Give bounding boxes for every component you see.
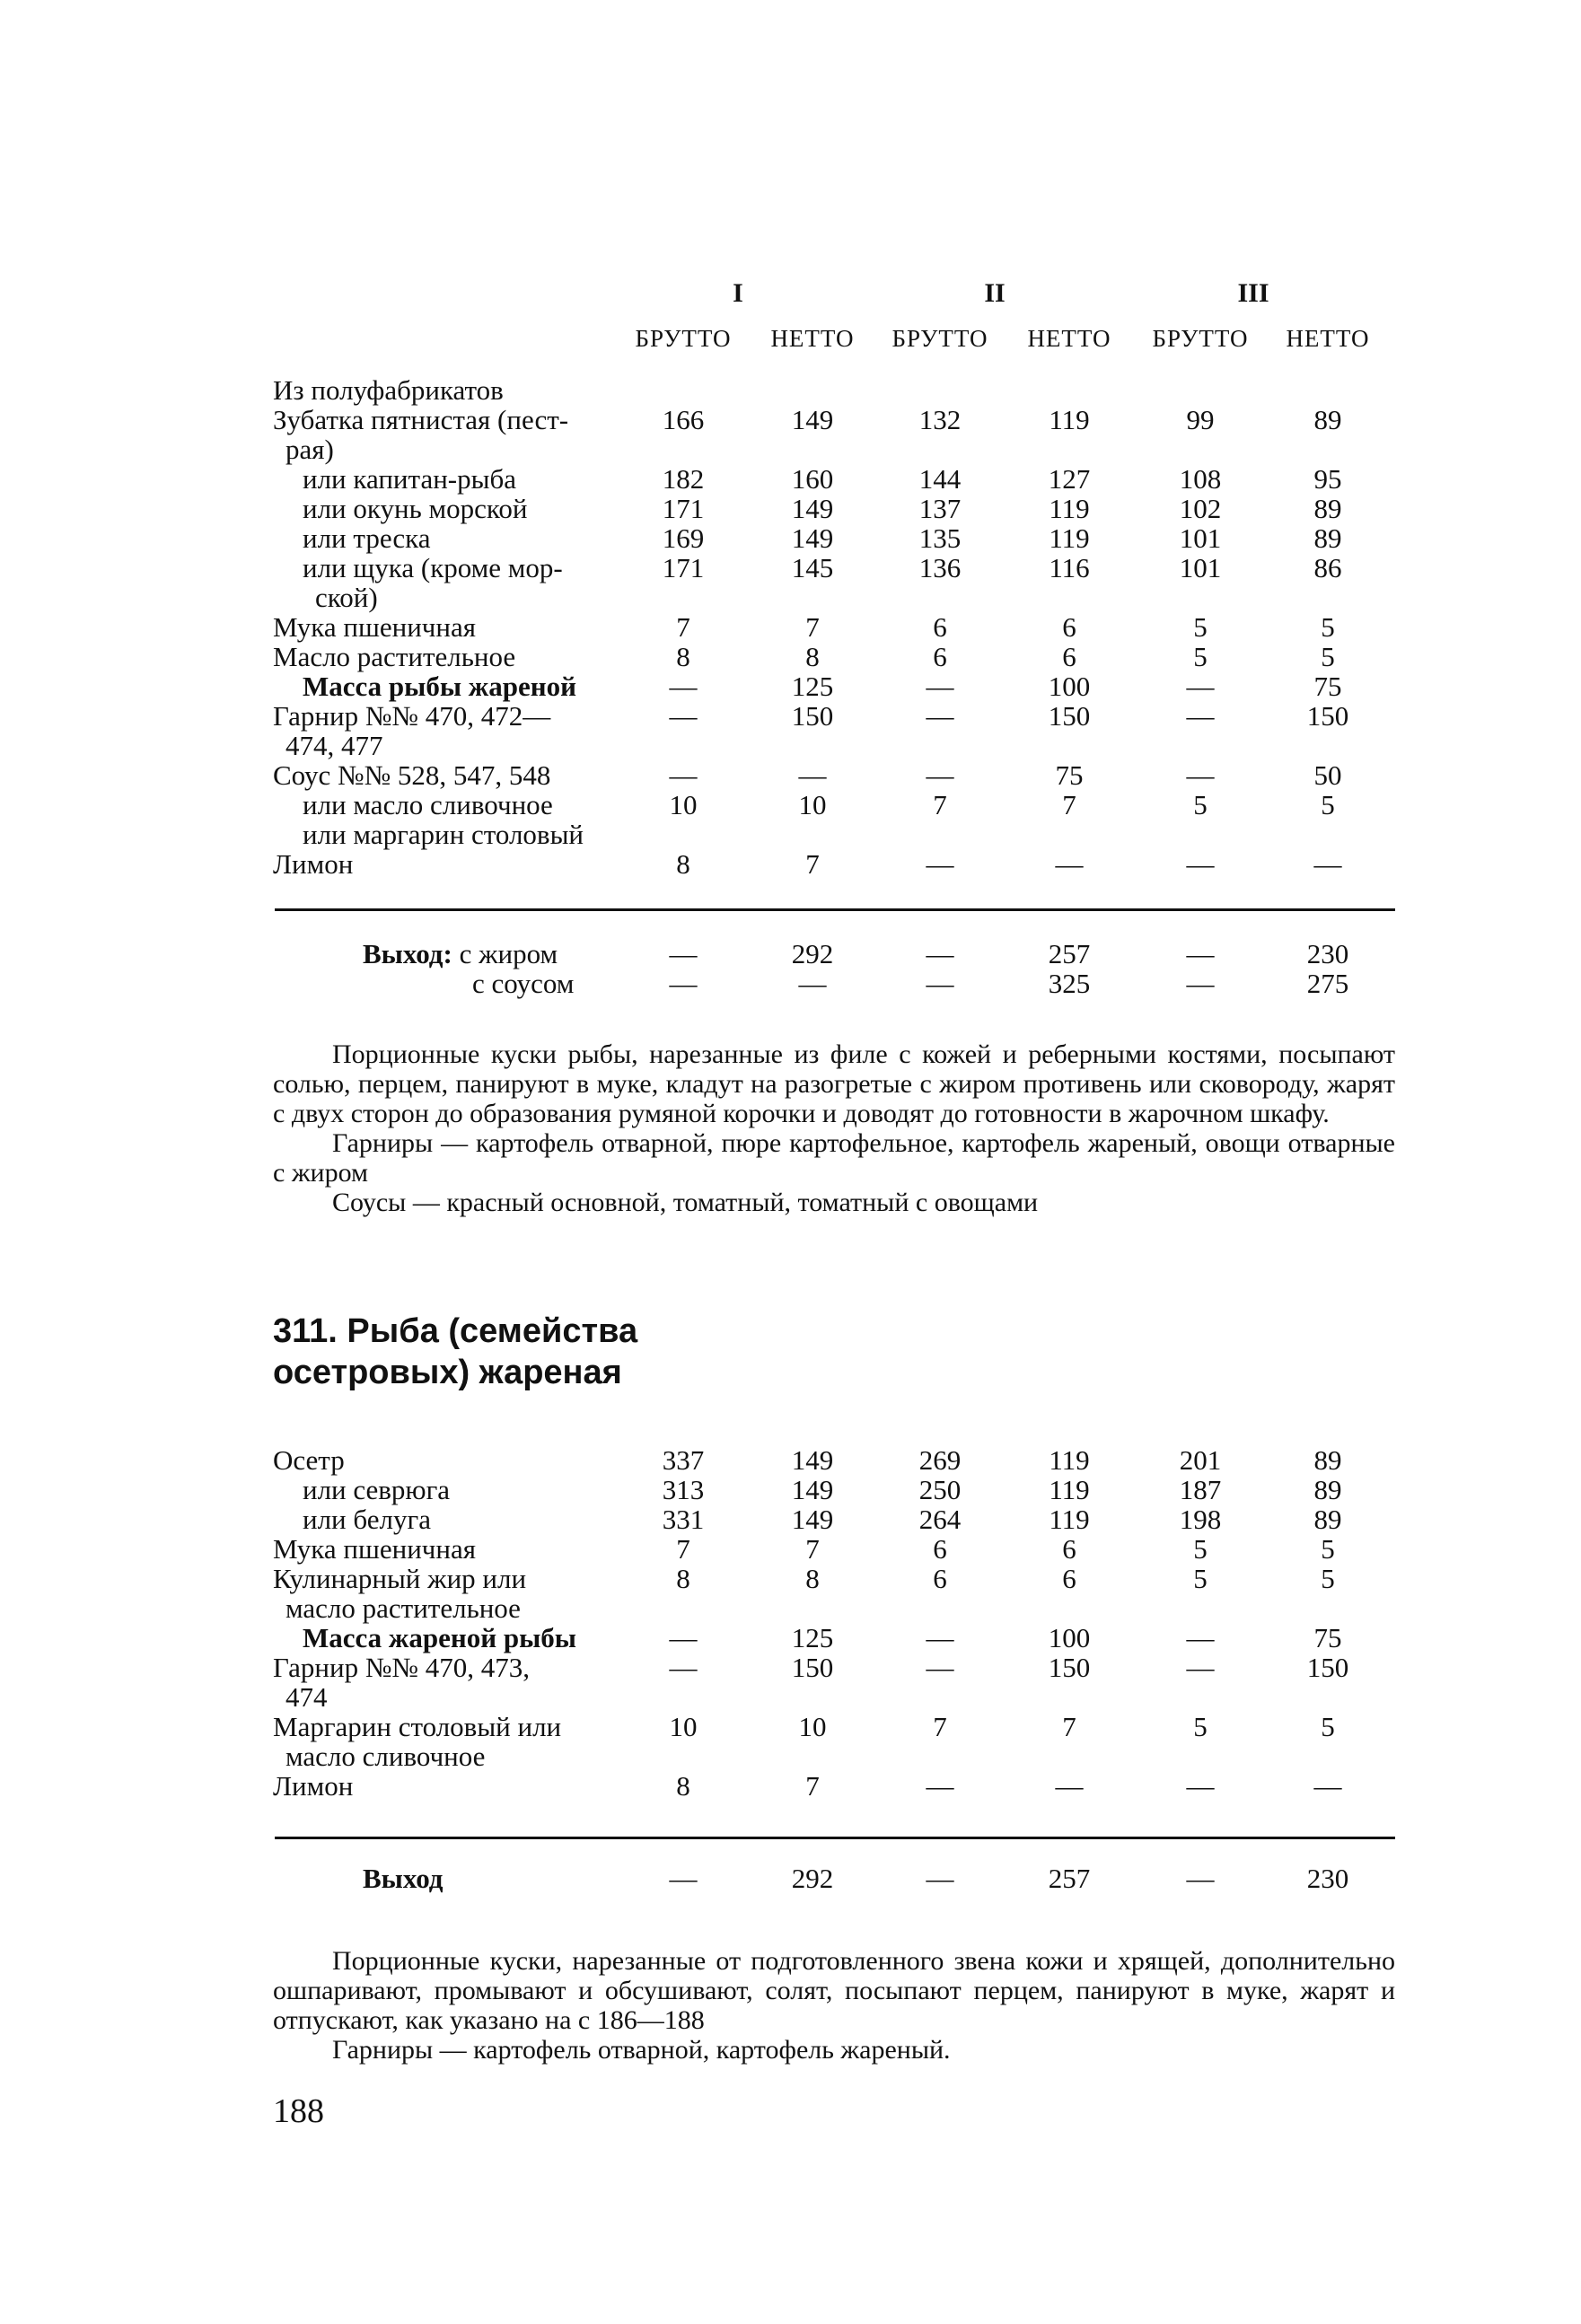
table-cell: — — [669, 938, 698, 969]
ingredient-label — [273, 494, 632, 523]
ingredient-label-line: или масло сливочное — [303, 789, 553, 820]
table-cell: 101 — [1179, 522, 1222, 554]
table-cell: 6 — [933, 1533, 947, 1565]
table-cell: — — [1186, 1770, 1215, 1802]
table-cell: — — [1186, 848, 1215, 880]
table-cell: 127 — [1048, 463, 1091, 495]
ingredient-label — [273, 849, 632, 879]
table-cell: 101 — [1179, 552, 1222, 583]
ingredient-label-line: или капитан-рыба — [303, 463, 516, 495]
ingredient-label-line: или щука (кроме мор- — [303, 552, 563, 583]
column-subheader: НЕТТО — [770, 325, 855, 352]
table-cell: 75 — [1313, 671, 1342, 702]
table-cell: 5 — [1321, 1533, 1335, 1565]
table-cell: — — [1186, 700, 1215, 732]
ingredient-label — [273, 612, 632, 642]
ingredient-label-line: Гарнир №№ 470, 473, — [273, 1652, 530, 1683]
table-cell: 198 — [1179, 1504, 1222, 1535]
ingredients-table-2 — [0, 1445, 1581, 1801]
table-cell: 137 — [918, 493, 962, 524]
ingredient-label — [273, 1771, 632, 1801]
table-cell: 182 — [662, 463, 705, 495]
table-cell: — — [1186, 759, 1215, 791]
ingredient-label-line: Лимон — [273, 1770, 354, 1802]
table-cell: — — [926, 968, 954, 999]
table-cell: 160 — [791, 463, 834, 495]
table-cell: — — [926, 759, 954, 791]
ingredient-label — [273, 1445, 632, 1475]
table-cell: — — [926, 1863, 954, 1894]
table-cell: 7 — [805, 1533, 820, 1565]
table-cell: 5 — [1193, 1533, 1208, 1565]
table-cell: 144 — [918, 463, 962, 495]
table-cell: — — [1055, 1770, 1084, 1802]
instructions-2 — [273, 1946, 1395, 2065]
column-subheader: НЕТТО — [1027, 325, 1111, 352]
column-group-1: I — [733, 278, 743, 308]
table-cell: 149 — [791, 404, 834, 435]
table-cell: — — [669, 700, 698, 732]
paragraph: Порционные куски рыбы, нарезанные из филе с кожей и реберными костями, посыпают солью, перцем, панируют в муке, кладут на разогретые с жиром противень или сковороду, жарят с двух сторон до образования румяной корочки и доводят до готовности в жарочном шкафу. — [273, 1039, 1395, 1128]
table-cell: 150 — [1048, 700, 1091, 732]
table-row — [0, 642, 1581, 671]
table-cell: 10 — [798, 1711, 827, 1742]
ingredient-label-line: Зубатка пятнистая (пест- — [273, 404, 569, 435]
table-row — [0, 760, 1581, 790]
table-cell: 5 — [1321, 1563, 1335, 1594]
ingredient-label-line: Осетр — [273, 1444, 345, 1476]
table-cell: 257 — [1048, 1863, 1091, 1894]
table-cell: — — [669, 968, 698, 999]
ingredient-label-line: Масса рыбы жареной — [303, 671, 577, 702]
table-cell: 7 — [1062, 1711, 1076, 1742]
table-cell: — — [1186, 968, 1215, 999]
ingredient-label — [273, 553, 632, 612]
table-cell: — — [669, 1622, 698, 1653]
ingredients-table-1 — [0, 375, 1581, 879]
paragraph: Гарниры — картофель отварной, картофель жареный. — [332, 2035, 951, 2065]
table-cell: 337 — [662, 1444, 705, 1476]
ingredient-label — [273, 642, 632, 671]
yield-row — [0, 939, 1581, 969]
table-cell: — — [1313, 848, 1342, 880]
table-cell: 8 — [805, 641, 820, 672]
table-cell: 6 — [933, 641, 947, 672]
table-cell: 75 — [1055, 759, 1084, 791]
ingredient-label-line: 474 — [285, 1681, 328, 1713]
table-cell: 6 — [1062, 611, 1076, 643]
table-cell: 313 — [662, 1474, 705, 1505]
column-group-3: III — [1237, 278, 1269, 308]
ingredient-label-line: ской) — [315, 582, 378, 613]
table-row — [0, 1712, 1581, 1771]
table-cell: 150 — [791, 700, 834, 732]
page-number: 188 — [273, 2092, 324, 2130]
table-row — [0, 1475, 1581, 1504]
table-cell: — — [926, 671, 954, 702]
table-cell: 8 — [676, 641, 690, 672]
ingredient-label-line: Масло растительное — [273, 641, 516, 672]
table-cell: 5 — [1321, 641, 1335, 672]
table-cell: 119 — [1049, 404, 1090, 435]
table-cell: — — [669, 1863, 698, 1894]
ingredient-label-line: Мука пшеничная — [273, 611, 476, 643]
ingredient-label-line: или маргарин столовый — [303, 819, 584, 850]
yield-row-label: с соусом — [472, 968, 575, 999]
table-cell: 125 — [791, 1622, 834, 1653]
table-cell: — — [926, 1652, 954, 1683]
table-cell: 275 — [1306, 968, 1349, 999]
table-cell: 7 — [676, 1533, 690, 1565]
ingredient-label-line: 474, 477 — [285, 730, 383, 761]
yield-row-label: с жиром — [459, 938, 558, 969]
table-cell: 7 — [676, 611, 690, 643]
table-row — [0, 1445, 1581, 1475]
table-cell: 89 — [1313, 522, 1342, 554]
ingredient-label-line: Масса жареной рыбы — [303, 1622, 577, 1653]
table-cell: — — [1313, 1770, 1342, 1802]
table-row — [0, 464, 1581, 494]
ingredient-label — [273, 1712, 632, 1771]
table-cell: 7 — [805, 1770, 820, 1802]
ingredient-label-line: Гарнир №№ 470, 472— — [273, 700, 551, 732]
ingredient-label-line: или треска — [303, 522, 431, 554]
table-2-rule — [275, 1837, 1395, 1839]
table-cell: 5 — [1193, 611, 1208, 643]
table-cell: 150 — [791, 1652, 834, 1683]
table-cell: 5 — [1321, 789, 1335, 820]
table-cell: — — [1186, 1863, 1215, 1894]
paragraph: Гарниры — картофель отварной, пюре картофельное, картофель жареный, овощи отварные с жиром — [273, 1128, 1395, 1188]
table-cell: — — [669, 671, 698, 702]
table-cell: 6 — [1062, 641, 1076, 672]
table-cell: 201 — [1179, 1444, 1222, 1476]
table-cell: 95 — [1313, 463, 1342, 495]
ingredient-label-line: или севрюга — [303, 1474, 451, 1505]
table-cell: 149 — [791, 493, 834, 524]
table-cell: 187 — [1179, 1474, 1222, 1505]
yield-block-1 — [0, 939, 1581, 998]
table-cell: 10 — [798, 789, 827, 820]
table-cell: 75 — [1313, 1622, 1342, 1653]
table-cell: 292 — [791, 1863, 834, 1894]
recipe-title: 311. Рыба (семейства осетровых) жареная — [273, 1312, 638, 1391]
table-row — [0, 671, 1581, 701]
table-cell: 136 — [918, 552, 962, 583]
table-cell: — — [926, 848, 954, 880]
table-cell: 119 — [1049, 1474, 1090, 1505]
yield-row — [0, 1864, 1581, 1893]
table-row — [0, 1771, 1581, 1801]
yield-label: Выход: — [363, 938, 452, 969]
table-cell: 119 — [1049, 522, 1090, 554]
ingredient-label — [273, 1534, 632, 1564]
ingredient-label — [273, 820, 632, 849]
table-cell: 89 — [1313, 1504, 1342, 1535]
table-cell: 89 — [1313, 1444, 1342, 1476]
table-cell: 149 — [791, 1474, 834, 1505]
table-cell: 119 — [1049, 1504, 1090, 1535]
table-cell: 145 — [791, 552, 834, 583]
ingredient-label-line: Соус №№ 528, 547, 548 — [273, 759, 551, 791]
table-row — [0, 820, 1581, 849]
table-row — [0, 849, 1581, 879]
table-row — [0, 701, 1581, 760]
yield-block-2 — [0, 1864, 1581, 1893]
table-cell: 166 — [662, 404, 705, 435]
table-cell: — — [1055, 848, 1084, 880]
ingredient-label-line: масло растительное — [285, 1592, 521, 1624]
table-cell: 171 — [662, 552, 705, 583]
table-cell: 6 — [933, 611, 947, 643]
section-label: Из полуфабрикатов — [273, 374, 504, 406]
table-cell: 150 — [1306, 1652, 1349, 1683]
table-cell: — — [669, 759, 698, 791]
table-cell: 102 — [1179, 493, 1222, 524]
table-row — [0, 1504, 1581, 1534]
table-cell: 149 — [791, 1504, 834, 1535]
table-cell: 5 — [1193, 1711, 1208, 1742]
ingredient-label-line: или белуга — [303, 1504, 431, 1535]
table-cell: 6 — [1062, 1563, 1076, 1594]
table-cell: 6 — [933, 1563, 947, 1594]
ingredient-label — [273, 760, 632, 790]
ingredient-label-line: Кулинарный жир или — [273, 1563, 527, 1594]
table-row — [0, 1564, 1581, 1623]
table-cell: 257 — [1048, 938, 1091, 969]
table-cell: 125 — [791, 671, 834, 702]
ingredient-label-line: масло сливочное — [285, 1741, 486, 1772]
table-cell: 331 — [662, 1504, 705, 1535]
table-cell: 250 — [918, 1474, 962, 1505]
table-cell: 5 — [1321, 1711, 1335, 1742]
table-cell: — — [1186, 938, 1215, 969]
table-row — [0, 790, 1581, 820]
column-header — [0, 269, 1581, 368]
table-cell: 7 — [805, 611, 820, 643]
table-cell: 292 — [791, 938, 834, 969]
table-cell: — — [1186, 1622, 1215, 1653]
table-row — [0, 1534, 1581, 1564]
ingredient-label — [273, 523, 632, 553]
table-cell: 269 — [918, 1444, 962, 1476]
table-cell: 5 — [1193, 1563, 1208, 1594]
section-label-row — [0, 375, 1581, 405]
table-cell: 89 — [1313, 493, 1342, 524]
table-cell: 119 — [1049, 1444, 1090, 1476]
table-cell: — — [926, 938, 954, 969]
table-cell: 149 — [791, 1444, 834, 1476]
table-cell: — — [798, 968, 827, 999]
yield-label: Выход — [363, 1863, 444, 1894]
table-cell: 89 — [1313, 1474, 1342, 1505]
table-cell: 7 — [805, 848, 820, 880]
ingredient-label-line: Маргарин столовый или — [273, 1711, 562, 1742]
table-row — [0, 523, 1581, 553]
ingredient-label — [273, 1564, 632, 1623]
ingredient-label-line: или окунь морской — [303, 493, 528, 524]
ingredient-label — [273, 1475, 632, 1504]
table-cell: 135 — [918, 522, 962, 554]
table-cell: 8 — [676, 1563, 690, 1594]
column-group-2: II — [984, 278, 1006, 308]
table-row — [0, 1653, 1581, 1712]
table-cell: 116 — [1049, 552, 1090, 583]
column-subheader: БРУТТО — [1152, 325, 1249, 352]
column-subheader: БРУТТО — [892, 325, 988, 352]
table-cell: 264 — [918, 1504, 962, 1535]
table-cell: 10 — [669, 789, 698, 820]
table-cell: 150 — [1048, 1652, 1091, 1683]
instructions-1 — [273, 1039, 1395, 1217]
table-cell: 7 — [933, 1711, 947, 1742]
table-cell: 7 — [1062, 789, 1076, 820]
column-subheader: НЕТТО — [1286, 325, 1370, 352]
table-cell: 100 — [1048, 671, 1091, 702]
table-cell: 119 — [1049, 493, 1090, 524]
ingredient-label-line: рая) — [285, 434, 334, 465]
table-cell: 8 — [676, 1770, 690, 1802]
table-cell: 10 — [669, 1711, 698, 1742]
ingredient-label — [273, 790, 632, 820]
table-cell: 5 — [1193, 641, 1208, 672]
table-cell: 325 — [1048, 968, 1091, 999]
table-cell: 169 — [662, 522, 705, 554]
table-cell: 6 — [1062, 1533, 1076, 1565]
table-cell: — — [926, 1622, 954, 1653]
table-cell: 7 — [933, 789, 947, 820]
table-1-rule — [275, 908, 1395, 911]
table-cell: 99 — [1186, 404, 1215, 435]
ingredient-label — [273, 701, 632, 760]
table-cell: — — [1186, 1652, 1215, 1683]
yield-row — [0, 969, 1581, 998]
table-cell: — — [1186, 671, 1215, 702]
table-cell: 230 — [1306, 938, 1349, 969]
table-cell: 150 — [1306, 700, 1349, 732]
table-cell: 230 — [1306, 1863, 1349, 1894]
table-row — [0, 612, 1581, 642]
table-cell: — — [926, 700, 954, 732]
ingredient-label — [273, 671, 632, 701]
table-cell: — — [798, 759, 827, 791]
table-cell: — — [669, 1652, 698, 1683]
table-cell: 171 — [662, 493, 705, 524]
table-row — [0, 553, 1581, 612]
table-cell: 50 — [1313, 759, 1342, 791]
paragraph: Порционные куски, нарезанные от подготовленного звена кожи и хрящей, дополнительно ошпаривают, промывают и обсушивают, солят, посыпают перцем, панируют в муке, жарят и отпускают, как указано на с 186—188 — [273, 1946, 1395, 2035]
ingredient-label — [273, 405, 632, 464]
ingredient-label-line: Лимон — [273, 848, 354, 880]
ingredient-label — [273, 1653, 632, 1712]
table-cell: 108 — [1179, 463, 1222, 495]
table-cell: — — [926, 1770, 954, 1802]
paragraph: Соусы — красный основной, томатный, томатный с овощами — [332, 1188, 1039, 1217]
ingredient-label — [273, 464, 632, 494]
table-cell: 8 — [676, 848, 690, 880]
ingredient-label-line: Мука пшеничная — [273, 1533, 476, 1565]
table-row — [0, 1623, 1581, 1653]
table-row — [0, 405, 1581, 464]
table-cell: 86 — [1313, 552, 1342, 583]
table-cell: 5 — [1321, 611, 1335, 643]
table-cell: 5 — [1193, 789, 1208, 820]
ingredient-label — [273, 1623, 632, 1653]
column-subheader: БРУТТО — [635, 325, 732, 352]
table-cell: 89 — [1313, 404, 1342, 435]
ingredient-label — [273, 1504, 632, 1534]
table-cell: 8 — [805, 1563, 820, 1594]
table-cell: 149 — [791, 522, 834, 554]
table-cell: 132 — [918, 404, 962, 435]
table-row — [0, 494, 1581, 523]
table-cell: 100 — [1048, 1622, 1091, 1653]
